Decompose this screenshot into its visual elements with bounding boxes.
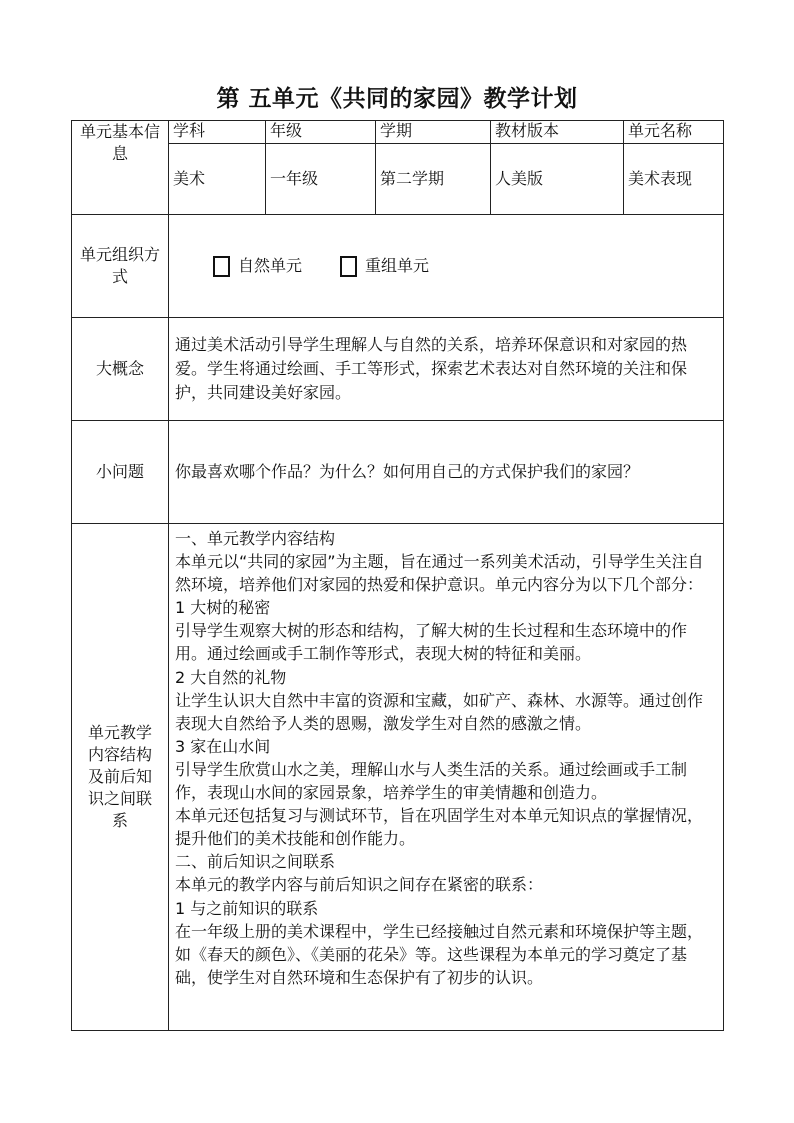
value-subject: 美术 (169, 144, 266, 215)
subheading: 3 家在山水间 (175, 736, 271, 756)
organization-label-text: 单元组织方式 (80, 245, 161, 286)
small-question-text: 你最喜欢哪个作品？为什么？如何用自己的方式保护我们的家园？ (169, 421, 724, 524)
natural-unit-checkbox[interactable] (213, 256, 230, 277)
small-question-label: 小问题 (72, 421, 169, 524)
paragraph: 本单元的教学内容与前后知识之间存在紧密的联系： (175, 875, 544, 895)
basic-info-label (72, 121, 169, 215)
plan-table (71, 120, 724, 1031)
natural-unit-label: 自然单元 (238, 256, 303, 275)
value-semester: 第二学期 (376, 144, 491, 215)
option-natural-unit[interactable] (213, 255, 302, 277)
paragraph: 本单元以“共同的家园”为主题，旨在通过一系列美术活动，引导学生关注自然环境，培养他们对家园的热爱和保护意识。单元内容分为以下几个部分： (175, 552, 704, 595)
big-concept-label: 大概念 (72, 318, 169, 421)
section-heading: 二、前后知识之间联系 (175, 852, 336, 872)
paragraph: 引导学生观察大树的形态和结构，了解大树的生长过程和生态环境中的作用。通过绘画或手工制作等形式，表现大树的特征和美丽。 (175, 621, 688, 664)
content-structure-label-text: 单元教学内容结构及前后知识之间联系 (87, 723, 152, 830)
header-edition: 教材版本 (491, 121, 624, 144)
organization-options (169, 215, 724, 318)
content-structure-body (169, 524, 724, 1031)
paragraph: 在一年级上册的美术课程中，学生已经接触过自然元素和环境保护等主题，如《春天的颜色》、《美丽的花朵》等。这些课程为本单元的学习奠定了基础，使学生对自然环境和生态保护有了初步的认识。 (175, 921, 704, 987)
small-question-row (72, 421, 724, 524)
header-unit-name: 单元名称 (624, 121, 724, 144)
option-regrouped-unit[interactable] (340, 255, 429, 277)
big-concept-text: 通过美术活动引导学生理解人与自然的关系，培养环保意识和对家园的热爱。学生将通过绘画、手工等形式，探索艺术表达对自然环境的关注和保护，共同建设美好家园。 (169, 318, 724, 421)
page-title: 第 五单元《共同的家园》教学计划 (216, 86, 578, 112)
organization-label (72, 215, 169, 318)
subheading: 1 大树的秘密 (175, 598, 271, 618)
big-concept-row (72, 318, 724, 421)
paragraph: 让学生认识大自然中丰富的资源和宝藏，如矿产、森林、水源等。通过创作表现大自然给予人类的恩赐，激发学生对自然的感激之情。 (175, 690, 704, 733)
content-structure-label (72, 524, 169, 1031)
value-edition: 人美版 (491, 144, 624, 215)
paragraph: 本单元还包括复习与测试环节，旨在巩固学生对本单元知识点的掌握情况，提升他们的美术技能和创作能力。 (175, 806, 704, 849)
content-structure-row (72, 524, 724, 1031)
regrouped-unit-checkbox[interactable] (340, 256, 357, 277)
basic-info-header-row (72, 121, 724, 144)
basic-info-value-row (72, 144, 724, 215)
subheading: 2 大自然的礼物 (175, 667, 287, 687)
basic-info-label-text: 单元基本信息 (80, 122, 161, 163)
value-grade: 一年级 (266, 144, 376, 215)
header-grade: 年级 (266, 121, 376, 144)
subheading: 1 与之前知识的联系 (175, 898, 319, 918)
regrouped-unit-label: 重组单元 (365, 256, 430, 275)
header-subject: 学科 (169, 121, 266, 144)
section-heading: 一、单元教学内容结构 (175, 529, 336, 548)
header-semester: 学期 (376, 121, 491, 144)
paragraph: 引导学生欣赏山水之美，理解山水与人类生活的关系。通过绘画或手工制作，表现山水间的家园景象，培养学生的审美情趣和创造力。 (175, 759, 688, 803)
organization-row (72, 215, 724, 318)
value-unit-name: 美术表现 (624, 144, 724, 215)
